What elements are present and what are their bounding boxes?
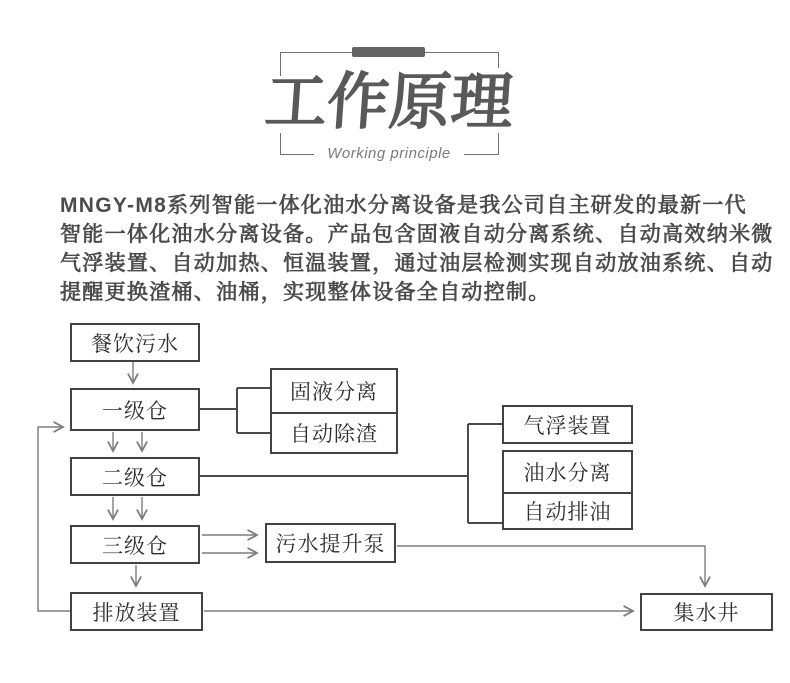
node-stage2-chamber: 二级仓 [70, 457, 200, 496]
intro-line-4: 提醒更换渣桶、油桶，实现整体设备全自动控制。 [60, 281, 551, 304]
node-auto-deslagging: 自动除渣 [270, 412, 398, 454]
page-title: 工作原理 [262, 68, 516, 137]
node-collecting-well: 集水井 [640, 593, 773, 631]
node-discharge-device: 排放装置 [70, 592, 203, 631]
intro-line-3: 气浮装置、自动加热、恒温装置，通过油层检测实现自动放油系统、自动 [60, 252, 774, 275]
node-stage1-chamber: 一级仓 [70, 388, 200, 431]
intro-line-1: MNGY-M8系列智能一体化油水分离设备是我公司自主研发的最新一代 [60, 194, 747, 217]
edge-pump-to-well [397, 546, 705, 586]
page-subtitle: Working principle [327, 145, 451, 162]
node-stage3-chamber: 三级仓 [70, 525, 200, 564]
node-auto-oil-drain: 自动排油 [502, 492, 633, 530]
node-oil-water-separation: 油水分离 [502, 450, 633, 494]
node-sewage-lift-pump: 污水提升泵 [265, 523, 396, 563]
intro-line-2: 智能一体化油水分离设备。产品包含固液自动分离系统、自动高效纳米微 [60, 223, 774, 246]
bracket-stage1-to-separation-group [200, 388, 271, 433]
node-solid-liquid-separation: 固液分离 [270, 368, 398, 414]
node-air-flotation-device: 气浮装置 [502, 405, 633, 444]
edge-discharge-return-to-stage1 [38, 427, 70, 611]
node-catering-wastewater: 餐饮污水 [70, 323, 200, 362]
